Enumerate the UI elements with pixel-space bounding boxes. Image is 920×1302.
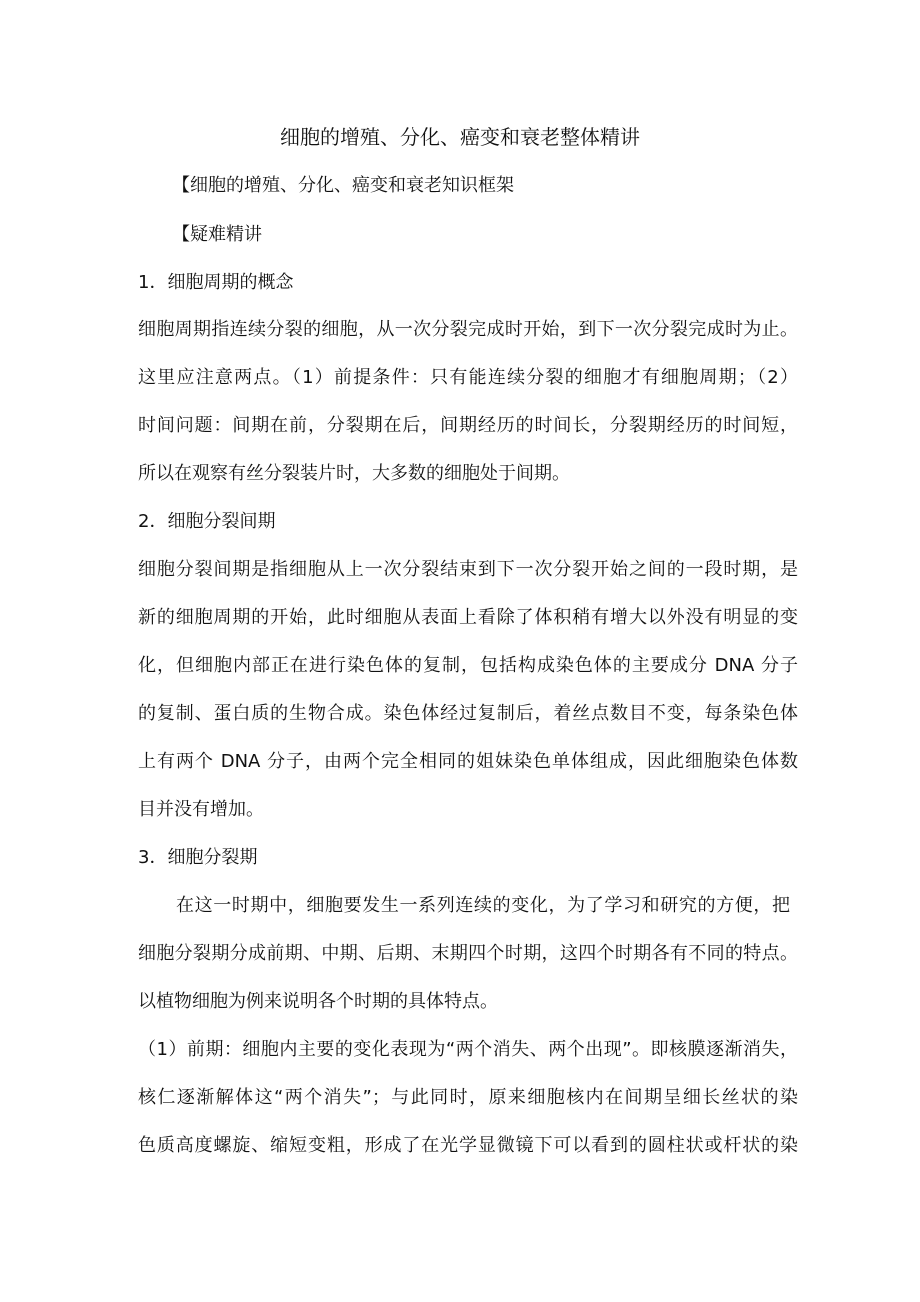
paragraph-line: 这里应注意两点。（1）前提条件：只有能连续分裂的细胞才有细胞周期；（2）: [138, 367, 798, 388]
section-heading: 3．细胞分裂期: [138, 847, 258, 868]
paragraph-line: 色质高度螺旋、缩短变粗，形成了在光学显微镜下可以看到的圆柱状或杆状的染: [138, 1135, 798, 1156]
paragraph-line: 上有两个 DNA 分子，由两个完全相同的姐妹染色单体组成，因此细胞染色体数: [138, 751, 798, 772]
paragraph-line: 时间问题：间期在前，分裂期在后，间期经历的时间长，分裂期经历的时间短，: [138, 415, 798, 436]
paragraph-line: 细胞周期指连续分裂的细胞，从一次分裂完成时开始，到下一次分裂完成时为止。: [138, 319, 798, 340]
paragraph-line: 新的细胞周期的开始，此时细胞从表面上看除了体积稍有增大以外没有明显的变: [138, 607, 798, 628]
framework-heading: 【细胞的增殖、分化、癌变和衰老知识框架: [172, 175, 514, 196]
section-heading: 1．细胞周期的概念: [138, 272, 294, 293]
section-heading: 2．细胞分裂间期: [138, 511, 276, 532]
paragraph-line: 细胞分裂间期是指细胞从上一次分裂结束到下一次分裂开始之间的一段时期，是: [138, 559, 798, 580]
paragraph-line: 所以在观察有丝分裂装片时，大多数的细胞处于间期。: [138, 463, 570, 484]
paragraph-line: 化，但细胞内部正在进行染色体的复制，包括构成染色体的主要成分 DNA 分子: [138, 655, 798, 676]
paragraph-line: 在这一时期中，细胞要发生一系列连续的变化，为了学习和研究的方便，把: [176, 895, 790, 916]
paragraph-line: 的复制、蛋白质的生物合成。染色体经过复制后，着丝点数目不变，每条染色体: [138, 703, 798, 724]
paragraph-line: 核仁逐渐解体这“两个消失”；与此同时，原来细胞核内在间期呈细长丝状的染: [138, 1087, 798, 1108]
paragraph-line: 以植物细胞为例来说明各个时期的具体特点。: [138, 991, 498, 1012]
paragraph-line: （1）前期：细胞内主要的变化表现为“两个消失、两个出现”。即核膜逐渐消失，: [138, 1039, 798, 1060]
document-title: 细胞的增殖、分化、癌变和衰老整体精讲: [280, 125, 640, 149]
paragraph-line: 细胞分裂期分成前期、中期、后期、末期四个时期，这四个时期各有不同的特点。: [138, 943, 798, 964]
paragraph-line: 目并没有增加。: [138, 799, 264, 820]
difficulty-heading: 【疑难精讲: [172, 224, 262, 245]
